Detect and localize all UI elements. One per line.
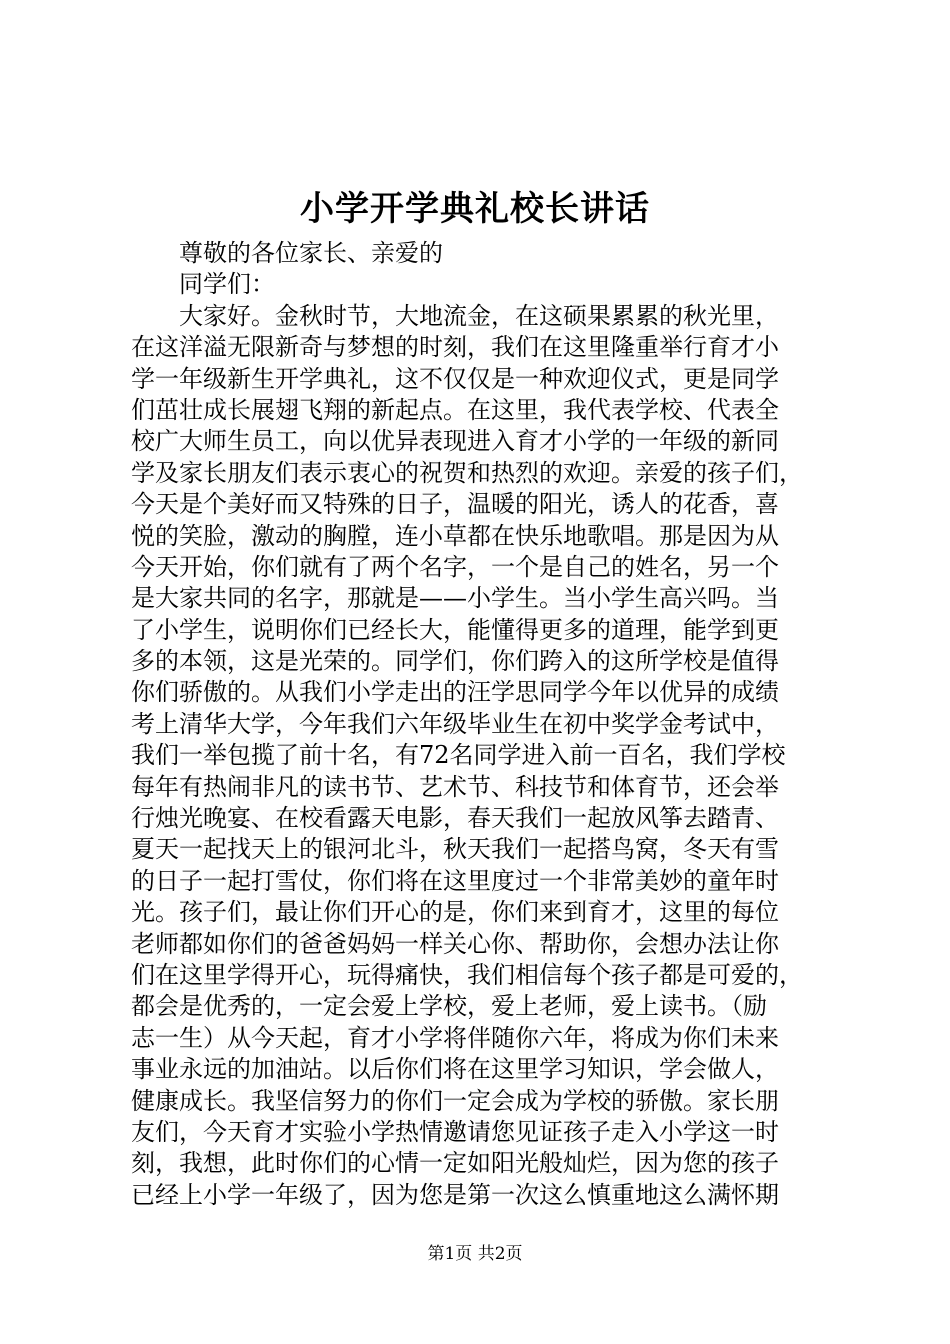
body-line: 光。孩子们，最让你们开心的是，你们来到育才，这里的每位 bbox=[131, 898, 779, 927]
body-line: 都会是优秀的，一定会爱上学校，爱上老师，爱上读书。（励 bbox=[131, 992, 767, 1021]
body-line: 今天是个美好而又特殊的日子，温暖的阳光，诱人的花香，喜 bbox=[131, 490, 779, 519]
body-line: 了小学生，说明你们已经长大，能懂得更多的道理，能学到更 bbox=[131, 615, 779, 644]
body-line: 多的本领，这是光荣的。同学们，你们跨入的这所学校是值得 bbox=[131, 647, 779, 676]
body-line: 每年有热闹非凡的读书节、艺术节、科技节和体育节，还会举 bbox=[131, 772, 779, 801]
body-line: 我们一举包揽了前十名，有72名同学进入前一百名，我们学校 bbox=[131, 741, 786, 770]
body-line: 学一年级新生开学典礼，这不仅仅是一种欢迎仪式，更是同学 bbox=[131, 364, 779, 393]
page-footer: 第1页 共2页 bbox=[427, 1244, 523, 1264]
body-line: 们茁壮成长展翅飞翔的新起点。在这里，我代表学校、代表全 bbox=[131, 395, 779, 424]
body-line: 学及家长朋友们表示衷心的祝贺和热烈的欢迎。亲爱的孩子们， bbox=[131, 458, 803, 487]
body-line: 尊敬的各位家长、亲爱的 bbox=[179, 239, 443, 267]
body-line: 同学们： bbox=[179, 270, 275, 299]
body-line: 老师都如你们的爸爸妈妈一样关心你、帮助你，会想办法让你 bbox=[131, 929, 779, 958]
body-line: 考上清华大学，今年我们六年级毕业生在初中奖学金考试中， bbox=[131, 709, 779, 738]
body-line: 的日子一起打雪仗，你们将在这里度过一个非常美妙的童年时 bbox=[131, 866, 779, 895]
document-body bbox=[131, 238, 831, 1211]
body-line: 是大家共同的名字，那就是——小学生。当小学生高兴吗。当 bbox=[131, 584, 779, 613]
body-line: 夏天一起找天上的银河北斗，秋天我们一起搭鸟窝，冬天有雪 bbox=[131, 835, 779, 864]
body-line: 友们，今天育才实验小学热情邀请您见证孩子走入小学这一时 bbox=[131, 1117, 779, 1146]
body-line: 悦的笑脸，激动的胸膛，连小草都在快乐地歌唱。那是因为从 bbox=[131, 521, 779, 550]
body-line: 你们骄傲的。从我们小学走出的汪学思同学今年以优异的成绩 bbox=[131, 678, 779, 707]
body-line: 已经上小学一年级了，因为您是第一次这么慎重地这么满怀期 bbox=[131, 1180, 779, 1209]
body-line: 今天开始，你们就有了两个名字，一个是自己的姓名，另一个 bbox=[131, 552, 779, 581]
body-line: 志一生）从今天起，育才小学将伴随你六年，将成为你们未来 bbox=[131, 1023, 779, 1052]
body-line: 在这洋溢无限新奇与梦想的时刻，我们在这里隆重举行育才小 bbox=[131, 333, 779, 362]
body-line: 健康成长。我坚信努力的你们一定会成为学校的骄傲。家长朋 bbox=[131, 1086, 779, 1115]
body-line: 们在这里学得开心，玩得痛快，我们相信每个孩子都是可爱的， bbox=[131, 960, 803, 989]
body-line: 行烛光晚宴、在校看露天电影，春天我们一起放风筝去踏青、 bbox=[131, 804, 779, 833]
body-line: 刻，我想，此时你们的心情一定如阳光般灿烂，因为您的孩子 bbox=[131, 1149, 779, 1178]
document-title: 小学开学典礼校长讲话 bbox=[300, 189, 650, 229]
body-line: 事业永远的加油站。以后你们将在这里学习知识，学会做人， bbox=[131, 1055, 779, 1084]
body-line: 校广大师生员工，向以优异表现进入育才小学的一年级的新同 bbox=[131, 427, 779, 456]
body-line: 大家好。金秋时节，大地流金，在这硕果累累的秋光里， bbox=[179, 301, 779, 330]
